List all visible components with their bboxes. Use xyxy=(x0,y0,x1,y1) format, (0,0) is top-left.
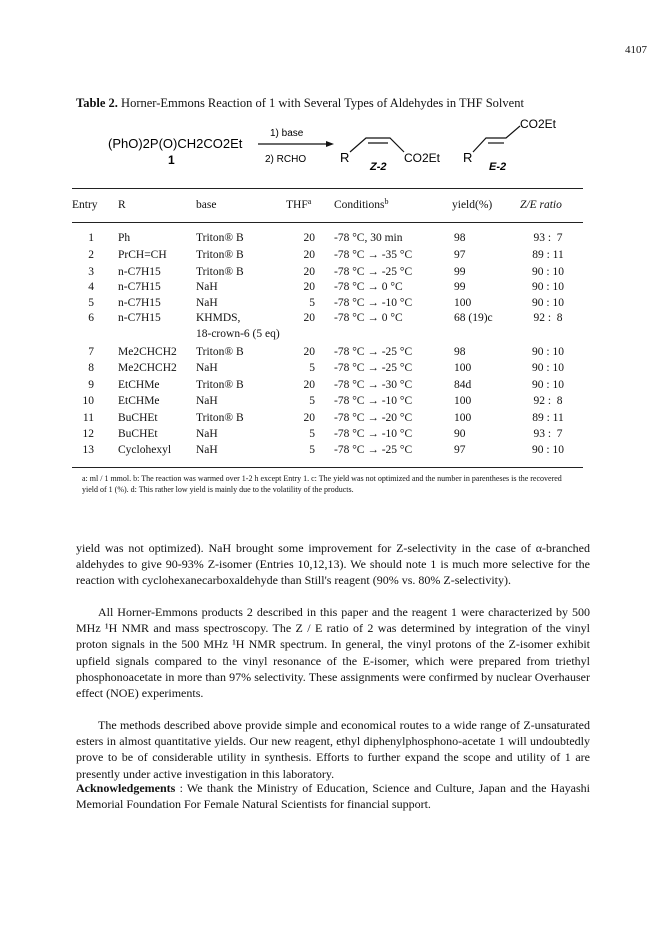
table-cell-thf: 5 xyxy=(309,428,315,440)
table-cell-cond: -78 °C → -20 °C xyxy=(334,412,413,424)
table-cell-base: NaH xyxy=(196,444,218,456)
paragraph-3: The methods described above provide simple and economical routes to a wide range of Z-unsaturated esters in almost quantitative yields. Our new reagent, ethyl diphenylphosphono-acetate 1 will undoubtedly prove to be of considerable utility in synthesis. Efforts to further expand the scope and utility of 1 are presently under active investigation in this laboratory. xyxy=(76,718,590,781)
table-cell-ratio: 93 : 7 xyxy=(533,428,563,440)
z-bonds xyxy=(350,138,404,152)
table-cell-base: Triton® B xyxy=(196,266,244,278)
table-bottom-rule xyxy=(72,467,583,468)
table-cell-cond: -78 °C → 0 °C xyxy=(334,312,403,324)
table-cell-base: Triton® B xyxy=(196,249,244,261)
reagent-formula: (PhO)2P(O)CH2CO2Et xyxy=(108,136,243,151)
table-cell-r: n-C7H15 xyxy=(118,266,161,278)
e-ester: CO2Et xyxy=(520,118,557,131)
table-cell-entry: 13 xyxy=(82,444,94,456)
table-cell-thf: 20 xyxy=(303,412,315,424)
table-cell-ratio: 90 : 10 xyxy=(532,379,564,391)
table-cell-entry: 5 xyxy=(88,297,94,309)
acknowledgements-label: Acknowledgements xyxy=(76,781,176,795)
table-cell-yield: 99 xyxy=(454,266,466,278)
z-label: Z-2 xyxy=(370,161,387,173)
table-cell-r: BuCHEt xyxy=(118,412,158,424)
table-caption-label: Table 2. xyxy=(76,96,118,110)
table-cell-cond: -78 °C → -10 °C xyxy=(334,428,413,440)
table-cell-ratio: 90 : 10 xyxy=(532,346,564,358)
table-cell-entry: 1 xyxy=(88,232,94,244)
table-cell-entry: 10 xyxy=(82,395,94,407)
table-cell-base: NaH xyxy=(196,297,218,309)
table-cell-yield: 100 xyxy=(454,362,472,374)
table-header-rule xyxy=(72,222,583,223)
table-cell-entry: 6 xyxy=(88,312,94,324)
reaction-arrowhead xyxy=(326,141,334,147)
step-aldehyde: 2) RCHO xyxy=(265,154,307,165)
paragraph-2: All Horner-Emmons products 2 described in this paper and the reagent 1 were characterized by 500 MHz ¹H NMR and mass spectroscopy. The Z / E ratio of 2 was determined by integration of the vinyl proton signals in the 500 MHz ¹H NMR spectrum. In general, the vinyl protons of the Z-isomer exhibit upfield signals compared to the vinyl resonance of the E-isomer, which were prepared from triethyl phosphonoacetate in more than 97% selectivity. These assignments were confirmed by nuclear Overhauser effect (NOE) experiments. xyxy=(76,605,590,701)
table-cell-r: EtCHMe xyxy=(118,395,160,407)
acknowledgements xyxy=(76,780,590,812)
table-cell-entry: 12 xyxy=(82,428,94,440)
table-cell-ratio: 89 : 11 xyxy=(532,249,564,261)
e-r-group: R xyxy=(463,150,473,165)
table-cell-entry: 3 xyxy=(88,266,94,278)
header-conditions-text: Conditions xyxy=(334,199,385,211)
table-cell-cond: -78 °C → 0 °C xyxy=(334,281,403,293)
table-footnote: a: ml / 1 mmol. b: The reaction was warmed over 1-2 h except Entry 1. c: The yield was not optimized and the number in parentheses is the recovered yield of 1 (%). d: This rather low yield is mainly due to the volatility of the products. xyxy=(82,474,562,494)
table-cell-r: n-C7H15 xyxy=(118,312,161,324)
table-cell-cond: -78 °C → -10 °C xyxy=(334,297,413,309)
table-cell-ratio: 90 : 10 xyxy=(532,297,564,309)
header-conditions-sup: b xyxy=(384,197,389,206)
table-cell-cond: -78 °C → -25 °C xyxy=(334,362,413,374)
header-r: R xyxy=(118,199,126,211)
table-cell-base: NaH xyxy=(196,281,218,293)
table-cell-thf: 5 xyxy=(309,362,315,374)
table-cell-r: Me2CHCH2 xyxy=(118,346,177,358)
header-conditions xyxy=(334,199,388,211)
table-cell-r: PrCH=CH xyxy=(118,249,167,261)
header-thf xyxy=(286,199,311,211)
table-cell-base: KHMDS, xyxy=(196,312,241,324)
table-cell-thf: 20 xyxy=(303,266,315,278)
table-cell-r: Cyclohexyl xyxy=(118,444,172,456)
table-cell-thf: 20 xyxy=(303,249,315,261)
table-cell-ratio: 92 : 8 xyxy=(533,312,563,324)
e-bonds xyxy=(473,126,520,152)
table-top-rule xyxy=(72,188,583,189)
step-base: 1) base xyxy=(270,128,304,139)
e-label: E-2 xyxy=(489,161,507,173)
table-cell-base: Triton® B xyxy=(196,232,244,244)
reaction-scheme xyxy=(108,118,578,196)
table-cell-r: n-C7H15 xyxy=(118,297,161,309)
table-cell-ratio: 92 : 8 xyxy=(533,395,563,407)
table-cell-entry: 8 xyxy=(88,362,94,374)
table-cell-yield: 98 xyxy=(454,346,466,358)
table-cell-base: NaH xyxy=(196,395,218,407)
table-cell-ratio: 93 : 7 xyxy=(533,232,563,244)
table-cell-thf: 20 xyxy=(303,312,315,324)
table-cell-thf: 20 xyxy=(303,232,315,244)
table-cell-yield: 90 xyxy=(454,428,466,440)
header-ratio: Z/E ratio xyxy=(520,199,562,211)
table-cell-cond: -78 °C → -35 °C xyxy=(334,249,413,261)
table-cell-thf: 5 xyxy=(309,395,315,407)
table-cell-entry: 11 xyxy=(82,412,94,424)
table-cell-base: NaH xyxy=(196,362,218,374)
table-cell-r: EtCHMe xyxy=(118,379,160,391)
table-cell-base-continued: 18-crown-6 (5 eq) xyxy=(196,328,280,340)
reagent-number: 1 xyxy=(168,153,175,167)
table-cell-cond: -78 °C → -25 °C xyxy=(334,266,413,278)
acknowledgements-text: : We thank the Ministry of Education, Science and Culture, Japan and the Hayashi Memorial Foundation For Female Natural Scientists for financial support. xyxy=(76,781,590,812)
z-r-group: R xyxy=(340,150,350,165)
table-cell-ratio: 89 : 11 xyxy=(532,412,564,424)
header-base: base xyxy=(196,199,217,211)
table-caption xyxy=(76,96,524,111)
paragraph-1: yield was not optimized). NaH brought some improvement for Z-selectivity in the case of α-branched aldehydes to give 90-93% Z-isomer (Entries 10,12,13). We should note 1 is much more selective for the reaction with cyclohexanecarboxaldehyde than Still's reagent (90% vs. 80% Z-selectivity). xyxy=(76,541,590,588)
table-cell-thf: 20 xyxy=(303,346,315,358)
table-cell-yield: 98 xyxy=(454,232,466,244)
z-ester: CO2Et xyxy=(404,151,441,165)
table-cell-r: n-C7H15 xyxy=(118,281,161,293)
table-cell-entry: 2 xyxy=(88,249,94,261)
table-cell-cond: -78 °C → -30 °C xyxy=(334,379,413,391)
page-number: 4107 xyxy=(625,44,647,56)
table-cell-cond: -78 °C → -10 °C xyxy=(334,395,413,407)
table-cell-cond: -78 °C → -25 °C xyxy=(334,346,413,358)
table-cell-entry: 4 xyxy=(88,281,94,293)
table-cell-yield: 100 xyxy=(454,395,472,407)
table-cell-yield: 99 xyxy=(454,281,466,293)
table-cell-yield: 68 (19)c xyxy=(454,312,493,324)
table-cell-ratio: 90 : 10 xyxy=(532,362,564,374)
table-cell-thf: 5 xyxy=(309,444,315,456)
table-cell-ratio: 90 : 10 xyxy=(532,266,564,278)
header-thf-sup: a xyxy=(307,197,312,206)
table-cell-r: Me2CHCH2 xyxy=(118,362,177,374)
header-thf-text: THF xyxy=(286,199,308,211)
table-caption-text: Horner-Emmons Reaction of 1 with Several Types of Aldehydes in THF Solvent xyxy=(117,96,524,110)
table-cell-yield: 97 xyxy=(454,444,466,456)
table-cell-base: Triton® B xyxy=(196,379,244,391)
table-cell-entry: 7 xyxy=(88,346,94,358)
table-cell-yield: 84d xyxy=(454,379,472,391)
table-cell-yield: 97 xyxy=(454,249,466,261)
table-cell-entry: 9 xyxy=(88,379,94,391)
table-cell-yield: 100 xyxy=(454,412,472,424)
header-entry: Entry xyxy=(72,199,98,211)
table-cell-base: Triton® B xyxy=(196,412,244,424)
table-cell-base: NaH xyxy=(196,428,218,440)
table-cell-cond: -78 °C, 30 min xyxy=(334,232,403,244)
table-cell-r: Ph xyxy=(118,232,131,244)
table-cell-base: Triton® B xyxy=(196,346,244,358)
table-cell-ratio: 90 : 10 xyxy=(532,444,564,456)
table-cell-thf: 5 xyxy=(309,297,315,309)
table-cell-r: BuCHEt xyxy=(118,428,158,440)
table-cell-thf: 20 xyxy=(303,281,315,293)
table-cell-cond: -78 °C → -25 °C xyxy=(334,444,413,456)
table-cell-yield: 100 xyxy=(454,297,472,309)
table-cell-ratio: 90 : 10 xyxy=(532,281,564,293)
table-cell-thf: 20 xyxy=(303,379,315,391)
header-yield: yield(%) xyxy=(452,199,493,211)
